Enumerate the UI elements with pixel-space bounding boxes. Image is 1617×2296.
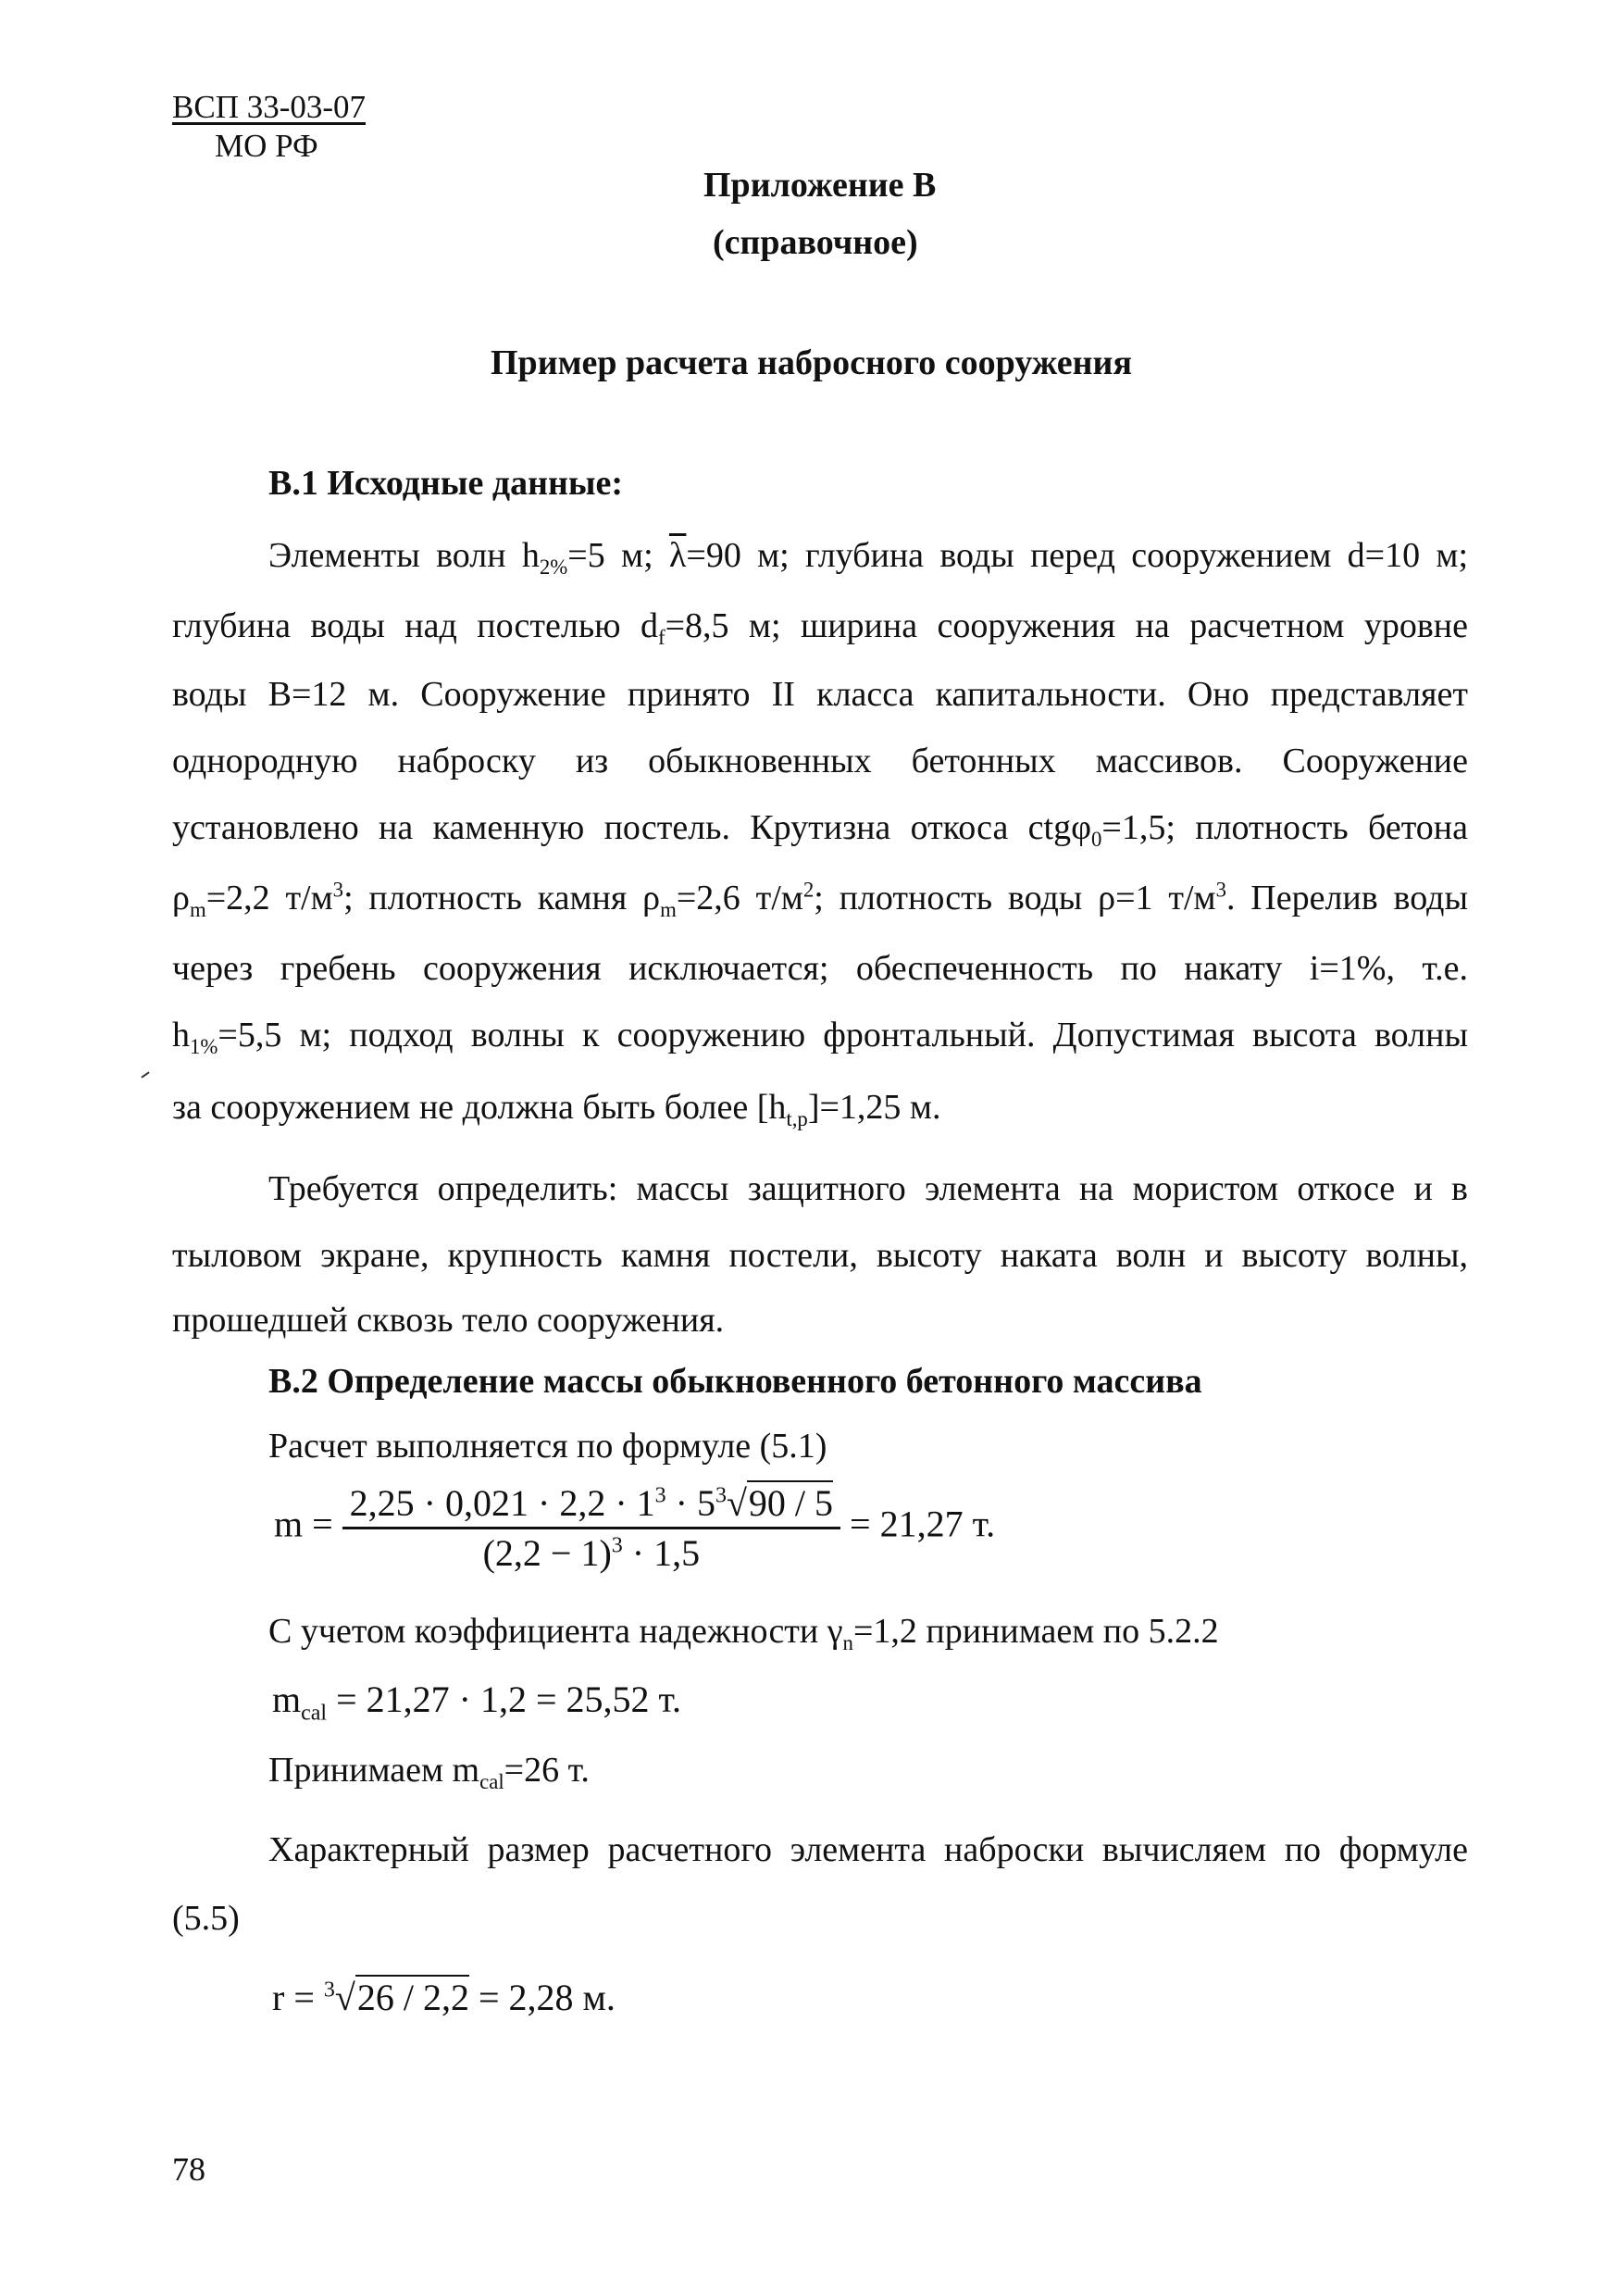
document-organization: МО РФ	[215, 128, 318, 164]
appendix-heading: Пример расчета набросного сооружения	[491, 343, 1132, 382]
appendix-kind: (справочное)	[713, 223, 918, 262]
text-line: тыловом экране, крупность камня постели, высоту наката волн и высоту волны,	[172, 1236, 1468, 1275]
text-line: (5.5)	[172, 1899, 240, 1938]
stray-mark	[141, 1071, 149, 1078]
text-line: установлено на каменную постель. Крутизна откоса ctgφ$_0$=1,5; плотность бетона	[172, 808, 1468, 851]
formula-mass: m = $\frac{2,25 \cdot 0,021 \cdot 2,2 \cdot 1^3 \cdot 5^3√90 / 5}{(2,2 - 1)^3 \cdot 1,5}$ = 21,27 т.	[274, 1482, 996, 1574]
text-line: воды В=12 м. Сооружение принято II класса капитальности. Оно представляет	[172, 675, 1468, 714]
section-b1-heading: В.1 Исходные данные:	[268, 464, 624, 503]
text-line: прошедшей сквозь тело сооружения.	[172, 1301, 725, 1340]
document-code: ВСП 33-03-07	[172, 89, 367, 125]
text-line: глубина воды над постелью $d_f=8,5$ м; ширина сооружения на расчетном уровне	[172, 606, 1468, 649]
formula-cal-mass: $m_{cal} = 21,27 \cdot 1,2 = 25,52$ т.	[272, 1678, 682, 1726]
text-line: Характерный размер расчетного элемента наброски вычисляем по формуле	[268, 1830, 1468, 1869]
text-line: С учетом коэффициента надежности $\gamma_n=1,2$ принимаем по 5.2.2	[268, 1612, 1219, 1654]
text-line: Требуется определить: массы защитного элемента на мористом откосе и в	[268, 1169, 1468, 1208]
text-line: Элементы волн $h_{2\%}=5$ м; $\overline{\lambda}=90$ м; глубина воды перед сооружением d=10 м;	[268, 536, 1469, 579]
page-number: 78	[172, 2151, 205, 2188]
text-line: Принимаем $m_{cal}=26$ т.	[268, 1751, 590, 1793]
text-line: $h_{1\%}=5,5$ м; подход волны к сооружению фронтальный. Допустимая высота волны	[172, 1016, 1468, 1058]
text-line: однородную наброску из обыкновенных бетонных массивов. Сооружение	[172, 742, 1468, 780]
text-line: через гребень сооружения исключается; обеспеченность по накату i=1%, т.е.	[172, 949, 1468, 988]
formula-size: r = $^3$√26 / 2,2 = 2,28 м.	[272, 1977, 616, 2018]
appendix-title: Приложение В	[703, 166, 937, 205]
mass-fraction: $\frac{2,25 \cdot 0,021 \cdot 2,2 \cdot 1^3 \cdot 5^3√90 / 5}{(2,2 - 1)^3 \cdot 1,5}$	[342, 1481, 840, 1575]
calc-intro: Расчет выполняется по формуле (5.1)	[268, 1427, 827, 1466]
text-line: $\rho_m=2,2$ $т/м^3$; плотность камня $\rho_m=2,6$ $т/м^2$; плотность воды ρ=1 $т/м^3$. Перелив воды	[172, 878, 1468, 921]
text-line: за сооружением не должна быть более $[h_{t,p}]=1,25$ м.	[172, 1088, 941, 1130]
section-b2-heading: В.2 Определение массы обыкновенного бетонного массива	[268, 1362, 1202, 1401]
